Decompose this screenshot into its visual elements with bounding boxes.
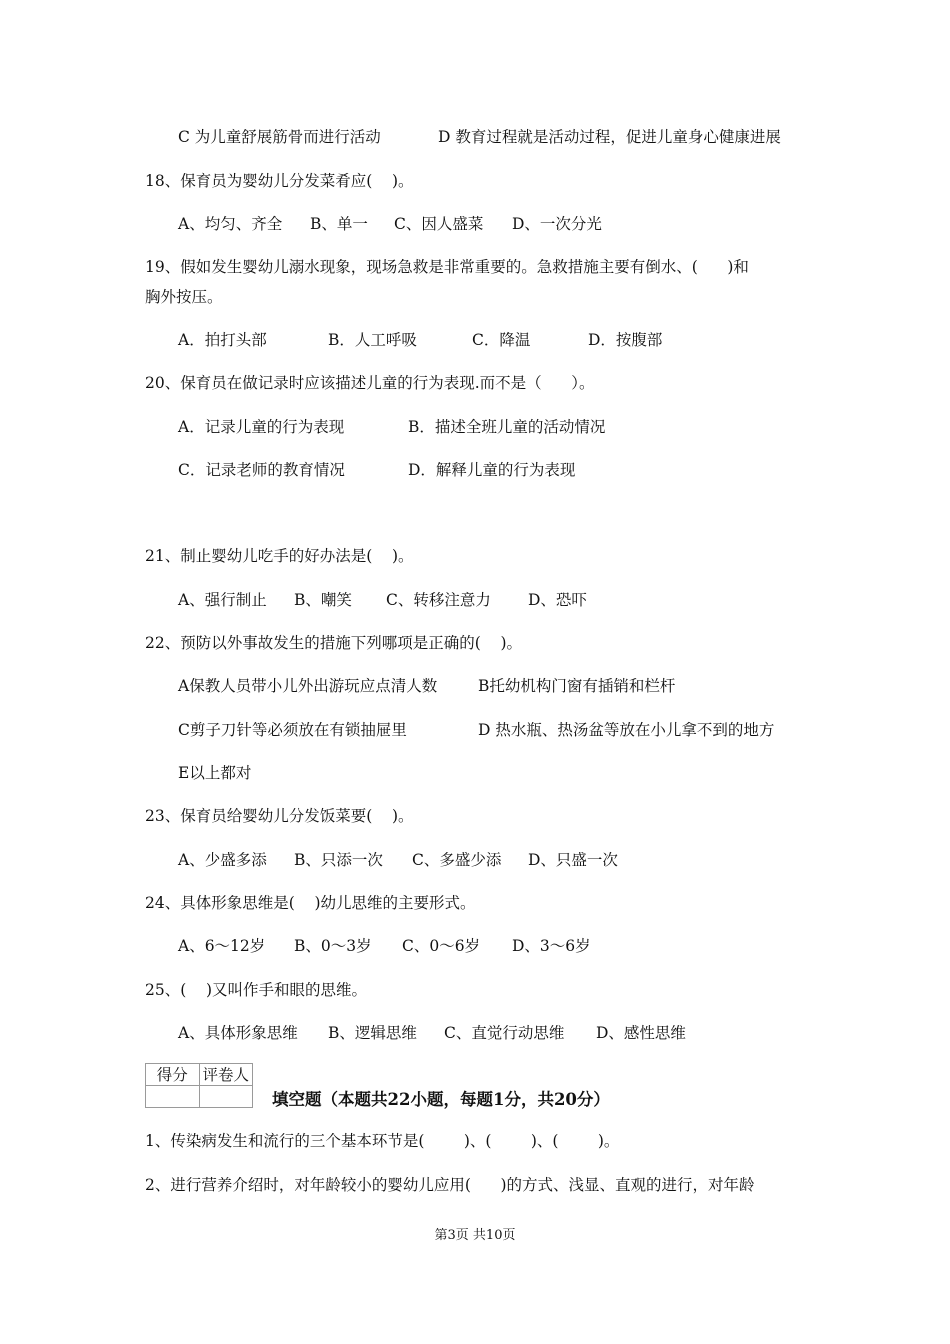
q24-option-b: B、0～3岁 [294, 937, 372, 955]
q20-options-cd [178, 460, 576, 520]
q20-option-b: B．描述全班儿童的活动情况 [408, 418, 606, 436]
q25-option-d: D、感性思维 [596, 1024, 686, 1042]
q19-option-a: A．拍打头部 [178, 331, 267, 349]
q20-option-d: D．解释儿童的行为表现 [408, 461, 576, 479]
q22-option-b: B托幼机构门窗有插销和栏杆 [478, 677, 676, 695]
q21-option-d: D、恐吓 [528, 591, 587, 609]
q18-option-a: A、均匀、齐全 [178, 215, 283, 233]
q22-option-c: C剪子刀针等必须放在有锁抽屉里 [178, 721, 407, 739]
q17-option-c: C 为儿童舒展筋骨而进行活动 [178, 128, 381, 146]
score-cell [146, 1086, 200, 1108]
q19-stem-line1: 19、假如发生婴幼儿溺水现象，现场急救是非常重要的。急救措施主要有倒水、( )和 [145, 258, 749, 276]
q18-option-d: D、一次分光 [512, 215, 602, 233]
section-title: 填空题（本题共22小题，每题1分，共20分） [272, 1090, 610, 1109]
q19-option-b: B．人工呼吸 [328, 331, 417, 349]
q19-stem-line2: 胸外按压。 [145, 288, 223, 306]
q20-stem: 20、保育员在做记录时应该描述儿童的行为表现.而不是（ ）。 [145, 374, 595, 392]
q17-option-d: D 教育过程就是活动过程，促进儿童身心健康进展 [438, 128, 781, 146]
q20-option-a: A．记录儿童的行为表现 [178, 418, 345, 436]
q21-option-b: B、嘲笑 [294, 591, 352, 609]
q21-option-c: C、转移注意力 [386, 591, 491, 609]
fill-q2: 2、进行营养介绍时，对年龄较小的婴幼儿应用( )的方式、浅显、直观的进行，对年龄 [145, 1176, 755, 1194]
fill-q1: 1、传染病发生和流行的三个基本环节是( )、( )、( )。 [145, 1132, 620, 1150]
q25-stem: 25、( )又叫作手和眼的思维。 [145, 981, 368, 999]
q18-stem: 18、保育员为婴幼儿分发菜肴应( )。 [145, 172, 414, 190]
score-label: 得分 [146, 1064, 200, 1086]
q23-option-a: A、少盛多添 [178, 851, 267, 869]
q18-option-b: B、单一 [310, 215, 368, 233]
q21-stem: 21、制止婴幼儿吃手的好办法是( )。 [145, 547, 414, 565]
q22-option-e: E以上都对 [178, 764, 252, 782]
q21-option-a: A、强行制止 [178, 591, 267, 609]
q24-option-c: C、0～6岁 [402, 937, 481, 955]
q25-option-c: C、直觉行动思维 [444, 1024, 565, 1042]
q23-option-c: C、多盛少添 [412, 851, 502, 869]
q25-option-a: A、具体形象思维 [178, 1024, 298, 1042]
q20-option-c: C．记录老师的教育情况 [178, 461, 345, 479]
q22-stem: 22、预防以外事故发生的措施下列哪项是正确的( )。 [145, 634, 523, 652]
q22-option-a: A保教人员带小儿外出游玩应点清人数 [178, 677, 438, 695]
q19-option-d: D．按腹部 [588, 331, 663, 349]
page-footer: 第3页 共10页 [434, 1228, 516, 1243]
q24-option-a: A、6～12岁 [178, 937, 266, 955]
q19-option-c: C．降温 [472, 331, 531, 349]
grader-cell [199, 1086, 253, 1108]
q23-option-d: D、只盛一次 [528, 851, 618, 869]
grader-label: 评卷人 [199, 1064, 253, 1086]
q18-option-c: C、因人盛菜 [394, 215, 484, 233]
q24-stem: 24、具体形象思维是( )幼儿思维的主要形式。 [145, 894, 476, 912]
q23-option-b: B、只添一次 [294, 851, 383, 869]
score-box [145, 1063, 253, 1108]
q23-stem: 23、保育员给婴幼儿分发饭菜要( )。 [145, 807, 414, 825]
q24-option-d: D、3～6岁 [512, 937, 591, 955]
q25-option-b: B、逻辑思维 [328, 1024, 417, 1042]
q22-option-d: D 热水瓶、热汤盆等放在小儿拿不到的地方 [478, 721, 775, 739]
